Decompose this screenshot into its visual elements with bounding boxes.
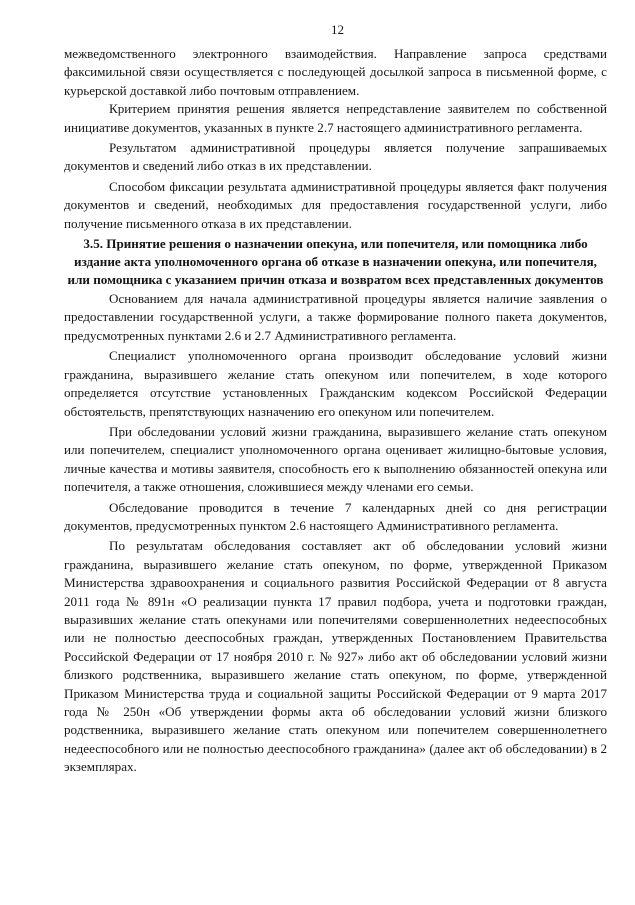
paragraph-inspection-term: Обследование проводится в течение 7 календарных дней со дня регистрации документов, предусмотренных пунктом 2.6 настоящего Административного регламента.: [64, 499, 607, 533]
page-number: 12: [330, 22, 345, 37]
paragraph-inspection-assessment: При обследовании условий жизни гражданина, выразившего желание стать опекуном или попечителем, специалист уполномоченного органа оценивает жилищно-бытовые условия, личные качества и мотивы заявителя, способность его к выполнению обязанностей опекуна или попечителя, а также отношения, сложившиеся между членами его семьи.: [64, 423, 607, 495]
section-heading: 3.5. Принятие решения о назначении опекуна, или попечителя, или помощника либо издание акта уполномоченного органа об отказе в назначении опекуна, или попечителя, или помощника с указанием причин отказа и возвратом всех представленных документов: [67, 236, 604, 288]
paragraph-decision-criterion: Критерием принятия решения является непредставление заявителем по собственной инициативе документов, указанных в пункте 2.7 настоящего административного регламента.: [64, 101, 607, 135]
paragraph-inspection-act: По результатам обследования составляет акт об обследовании условий жизни гражданина, выразившего желание стать опекуном, по форме, утвержденной Приказом Министерства здравоохранения и социального развития Российской Федерации от 8 августа 2011 года № 891н «О реализации пункта 17 правил подбора, учета и подготовки граждан, выразивших желание стать опекунами или попечителями совершеннолетних недееспособных или не полностью дееспособных граждан, утвержденных Постановлением Правительства Российской Федерации от 17 ноября 2010 г. № 927» либо акт об обследовании условий жизни близкого родственника, выразившего желание стать опекуном, по форме, утвержденной Приказом Министерства труда и социальной защиты Российской Федерации от 9 марта 2017 года № 250н «Об утверждении формы акта об обследовании условий жизни близкого родственника, выразившего желание стать опекуном или попечителем совершеннолетнего недееспособного или не полностью дееспособного гражданина» (далее акт об обследовании) в 2 экземплярах.: [64, 538, 607, 775]
paragraph-continuation: межведомственного электронного взаимодействия. Направление запроса средствами факсимильной связи осуществляется с последующей досылкой запроса в письменной форме, с курьерской доставкой либо почтовым отправлением.: [64, 46, 607, 98]
paragraph-procedure-basis: Основанием для начала административной процедуры является наличие заявления о предоставлении государственной услуги, а также формирование полного пакета документов, предусмотренных пунктами 2.6 и 2.7 Административного регламента.: [64, 291, 607, 343]
paragraph-specialist-inspection: Специалист уполномоченного органа производит обследование условий жизни гражданина, выразившего желание стать опекуном или попечителем, в ходе которого определяется отсутствие установленных Гражданским кодексом Российской Федерации обстоятельств, препятствующих назначению его опекуном или попечителем.: [64, 348, 607, 419]
paragraph-result-recording: Способом фиксации результата административной процедуры является факт получения документов и сведений, необходимых для предоставления государственной услуги, либо получение письменного отказа в их представлении.: [64, 178, 607, 231]
paragraph-procedure-result: Результатом административной процедуры является получение запрашиваемых документов и сведений либо отказ в их представлении.: [64, 140, 607, 174]
